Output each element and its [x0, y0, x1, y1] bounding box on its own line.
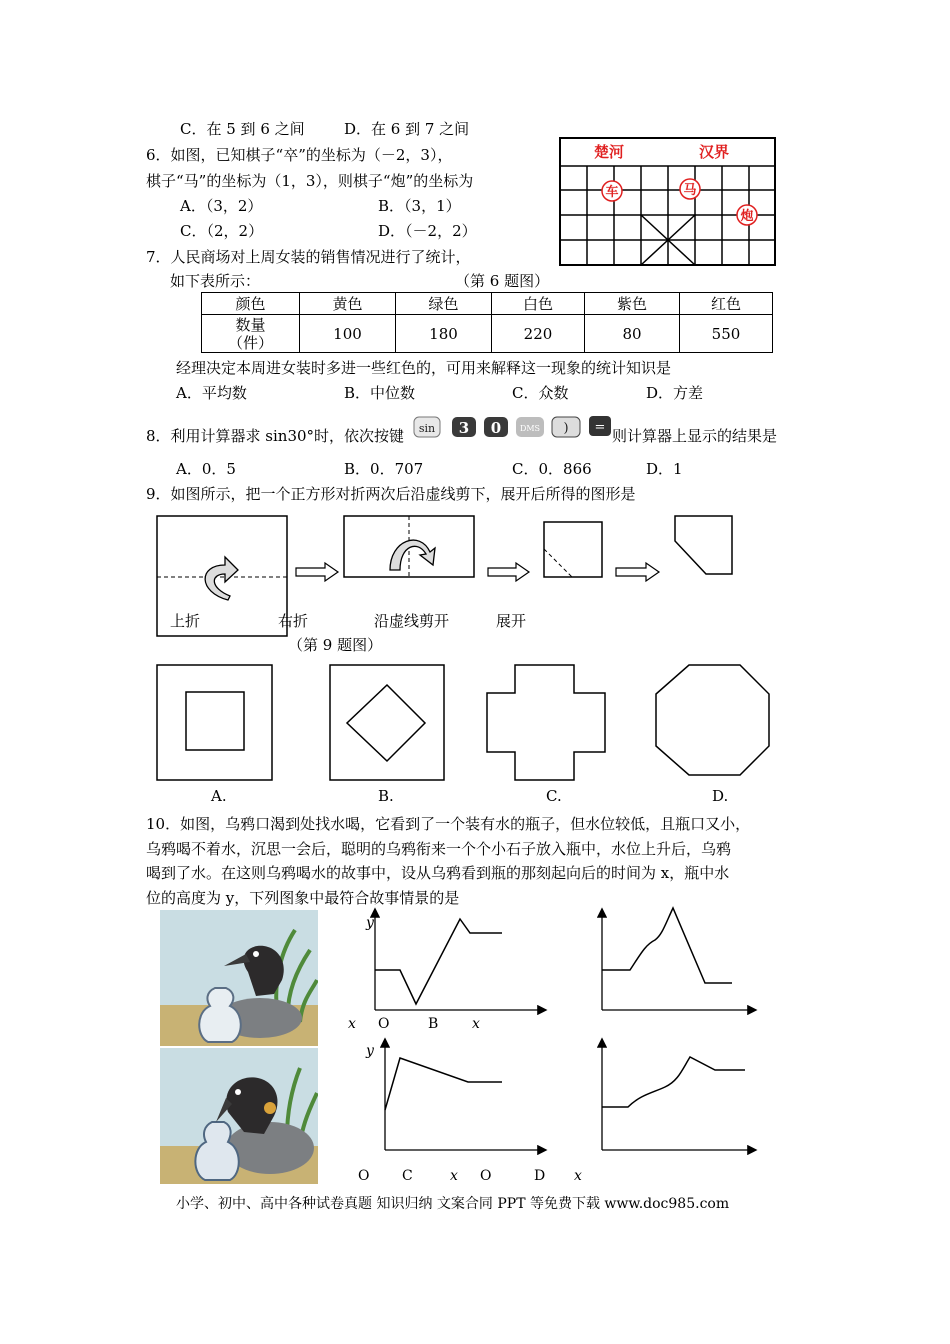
table-header-cell: 颜色 [202, 293, 300, 315]
crow-picture-2 [160, 1048, 318, 1184]
option-c-shape [487, 665, 605, 780]
graph-a-origin-label: O [378, 1016, 390, 1032]
piece-pao-label: 炮 [740, 209, 754, 224]
q10-text-line1: 10．如图，乌鸦口渴到处找水喝，它看到了一个装有水的瓶子，但水位较低，且瓶口又小， [146, 815, 751, 833]
graph-c-curve [385, 1058, 502, 1110]
step-label-fold-up: 上折 [170, 612, 201, 630]
page-footer: 小学、初中、高中各种试卷真题 知识归纳 文案合同 PPT 等免费下载 www.doc985.com [176, 1196, 730, 1212]
q10-graphs-figure [340, 905, 760, 1195]
q7-option-a: A．平均数 [176, 384, 247, 402]
river-left-label: 楚河 [594, 143, 625, 161]
graph-d-option-label: D [534, 1168, 546, 1184]
q8-option-d: D．1 [646, 460, 683, 478]
graph-d-x-label: x [574, 1168, 582, 1184]
table-cell: 180 [396, 315, 492, 353]
q9-figure-caption: （第 9 题图） [288, 636, 383, 654]
option-d-label: D. [712, 787, 729, 805]
option-a-shape [157, 665, 272, 780]
option-d-shape [656, 665, 769, 775]
arrow-right-icon [488, 563, 529, 581]
paren-key-label: ) [563, 421, 569, 436]
q6-option-d: D．（－2，2） [378, 222, 477, 240]
graph-a-x-label: x [472, 1016, 480, 1032]
q6-option-b: B．（3，1） [378, 197, 461, 215]
calculator-keys [412, 414, 614, 440]
unfolded-piece [675, 516, 732, 574]
graph-a-curve [375, 919, 502, 1004]
graph-b-curve [602, 908, 732, 983]
table-row [202, 315, 773, 353]
q6-text-line2: 棋子“马”的坐标为（1，3），则棋子“炮”的坐标为 [146, 172, 474, 190]
piece-ma-label: 马 [683, 183, 697, 198]
q6-text-line1: 6．如图，已知棋子“卒”的坐标为（－2，3）， [146, 146, 453, 164]
arrow-right-icon [616, 563, 659, 581]
option-a-label: A. [211, 787, 227, 805]
option-c-label: C. [546, 787, 562, 805]
option-b-label: B. [378, 787, 394, 805]
crow-picture-1 [160, 910, 318, 1046]
folding-steps-figure [150, 510, 750, 640]
graph-b [602, 908, 755, 1010]
graph-d [602, 1040, 755, 1150]
equals-key-label: = [594, 420, 606, 435]
q7-option-c: C．众数 [512, 384, 569, 402]
q6-option-c: C．（2，2） [180, 222, 264, 240]
table-cell: 黄色 [300, 293, 396, 315]
river-right-label: 汉界 [699, 143, 730, 161]
q7-option-d: D．方差 [646, 384, 704, 402]
q9-text-line1: 9．如图所示，把一个正方形对折两次后沿虚线剪下，展开后所得的图形是 [146, 485, 636, 503]
q8-option-b: B．0．707 [344, 460, 424, 478]
graph-d-curve [602, 1057, 745, 1107]
option-b-shape [330, 665, 444, 780]
graph-d-origin-label: O [480, 1168, 492, 1184]
graph-c-option-label: C [402, 1168, 413, 1184]
step-label-cut: 沿虚线剪开 [374, 612, 450, 630]
step-label-fold-right: 右折 [278, 612, 309, 630]
table-cell: 550 [680, 315, 773, 353]
arrow-right-icon [296, 563, 338, 581]
q8-option-a: A．0．5 [176, 460, 236, 478]
q5-option-c: C．在 5 到 6 之间 [180, 120, 305, 138]
q5-option-d: D．在 6 到 7 之间 [344, 120, 470, 138]
graph-a-x-axis-label: x [348, 1016, 356, 1032]
table-cell: 紫色 [585, 293, 680, 315]
q9-option-shapes [150, 660, 770, 786]
table-row [202, 293, 773, 315]
q6-figure-caption: （第 6 题图） [455, 272, 550, 290]
q7-text-line1: 7．人民商场对上周女装的销售情况进行了统计， [146, 248, 471, 266]
q7-option-b: B．中位数 [344, 384, 416, 402]
q10-text-line4: 位的高度为 y，下列图象中最符合故事情景的是 [146, 889, 460, 907]
cut-step-square [544, 522, 602, 577]
chess-board-figure [558, 136, 778, 268]
table-cell: 红色 [680, 293, 773, 315]
q6-option-a: A．（3，2） [180, 197, 263, 215]
table-cell: 100 [300, 315, 396, 353]
step-label-unfold: 展开 [496, 612, 527, 630]
q8-option-c: C．0．866 [512, 460, 592, 478]
graph-a [375, 910, 545, 1010]
key-0-label: 0 [490, 419, 502, 437]
piece-che-label: 车 [605, 185, 619, 200]
sin-key-label: sin [418, 422, 436, 435]
key-3-label: 3 [458, 419, 470, 437]
table-cell: 220 [492, 315, 585, 353]
dms-key-label: DMS [519, 424, 541, 433]
q7-text-line2: 如下表所示： [170, 272, 261, 290]
table-header-cell: 数量（件） [202, 315, 300, 353]
graph-a-option-label: B [428, 1016, 439, 1032]
sales-table [201, 292, 773, 353]
q8-text-prefix: 8．利用计算器求 sin30°时，依次按键 [146, 427, 405, 445]
graph-a-y-label: y [366, 915, 374, 931]
graph-c-y-label: y [366, 1043, 374, 1059]
graph-c [385, 1040, 545, 1150]
q10-text-line3: 喝到了水。在这则乌鸦喝水的故事中，设从乌鸦看到瓶的那刻起向后的时间为 x，瓶中水 [146, 864, 730, 882]
q8-text-suffix: 则计算器上显示的结果是 [612, 427, 778, 445]
graph-c-origin-label: O [358, 1168, 370, 1184]
table-cell: 80 [585, 315, 680, 353]
graph-c-x-label: x [450, 1168, 458, 1184]
q10-text-line2: 乌鸦喝不着水，沉思一会后，聪明的乌鸦衔来一个个小石子放入瓶中，水位上升后，乌鸦 [146, 840, 732, 858]
q7-question: 经理决定本周进女装时多进一些红色的，可用来解释这一现象的统计知识是 [176, 359, 672, 377]
table-cell: 绿色 [396, 293, 492, 315]
table-cell: 白色 [492, 293, 585, 315]
